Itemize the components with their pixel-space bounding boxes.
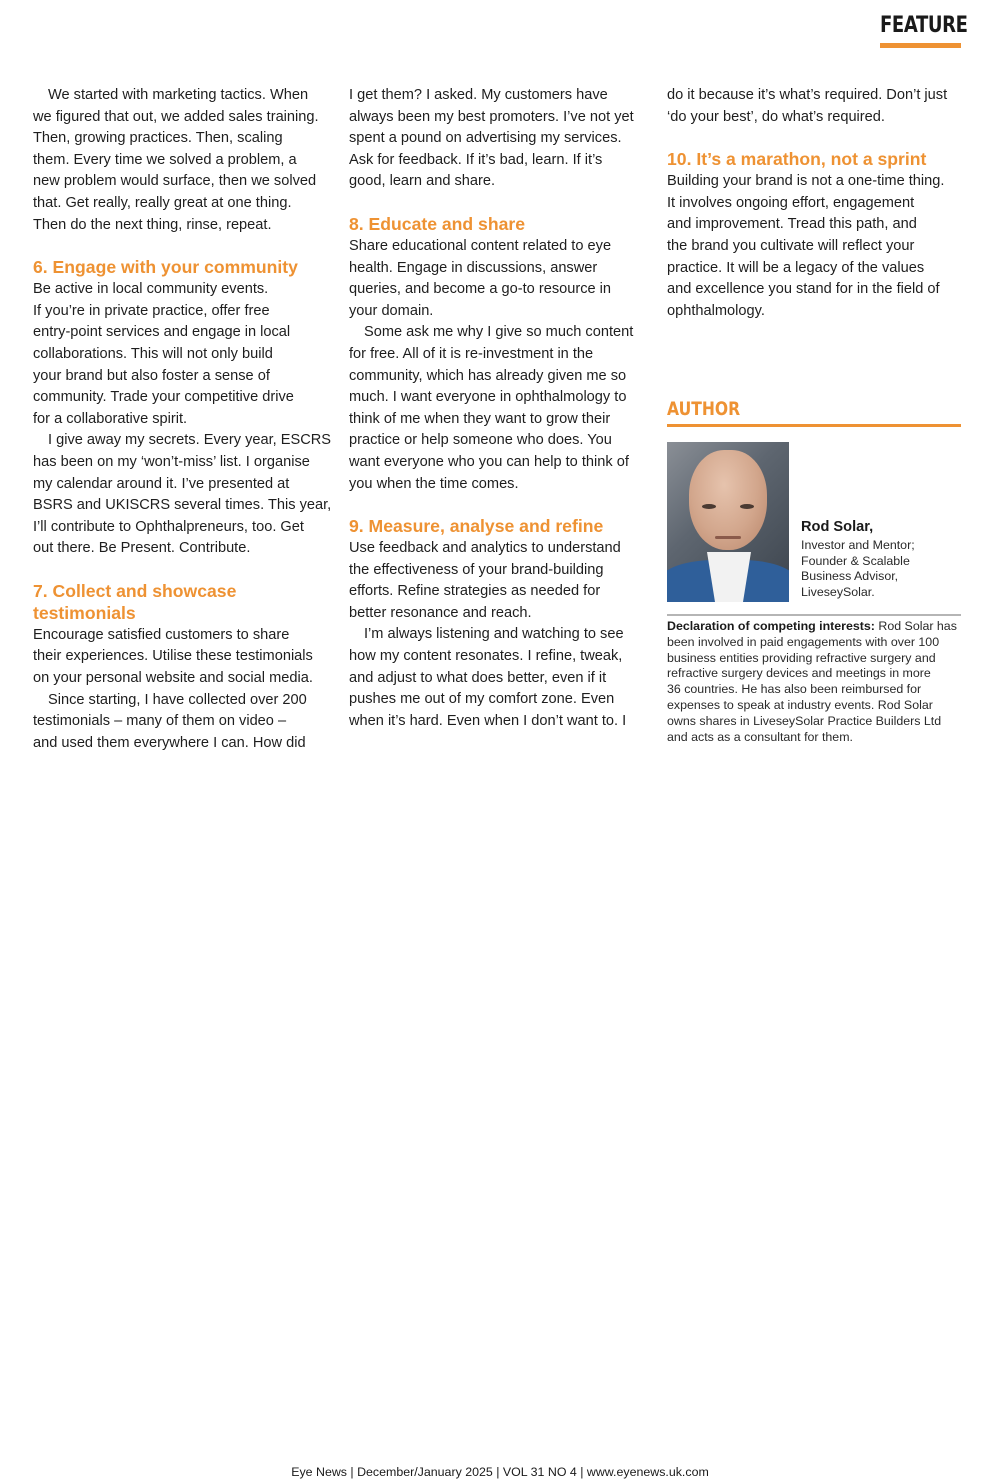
author-title-rule xyxy=(667,424,961,427)
paragraph-6b: I give away my secrets. Every year, ESCRS has been on my ‘won’t-miss’ list. I organise my calendar around it. I’ve presented at BSRS and UKISCRS several times. This year, I’ll contribute to Ophthalpreneurs, too. Get out there. Be Present. Contribute. xyxy=(33,432,332,557)
section-tag-underline xyxy=(880,43,961,48)
author-section-title: AUTHOR xyxy=(667,398,741,420)
author-photo xyxy=(667,442,789,602)
section-tag-label: FEATURE xyxy=(880,13,968,38)
page-footer: Eye News | December/January 2025 | VOL 31 NO 4 | www.eyenews.uk.com xyxy=(291,1465,709,1479)
paragraph-6a: Be active in local community events. If you’re in private practice, offer free entry-point services and engage in local collaborations. This will not only build your brand but also foster a sense of community. Trade your competitive drive for a collaborative spirit. xyxy=(33,281,294,427)
author-name: Rod Solar, xyxy=(801,519,874,535)
author-profile xyxy=(667,442,961,602)
heading-section-10: 10. It’s a marathon, not a sprint xyxy=(667,149,927,170)
article-column-2 xyxy=(349,85,645,732)
heading-section-9: 9. Measure, analyse and refine xyxy=(349,516,604,537)
competing-interests-declaration: Declaration of competing interests: Rod Solar has been involved in paid engagements with over 100 business entities providing refractive surgery and refractive surgery devices and meetings in more 36 countries. He has also been reimbursed for expenses to speak at industry events. Rod Solar owns shares in LiveseySolar Practice Builders Ltd and acts as a consultant for them. xyxy=(667,619,957,744)
author-box xyxy=(667,398,961,745)
paragraph-9a: Use feedback and analytics to understand the effectiveness of your brand-building efforts. Refine strategies as needed for better resonance and reach. xyxy=(349,540,621,621)
paragraph-8b: Some ask me why I give so much content for free. All of it is re-investment in the community, which has already given me so much. I want everyone in ophthalmology to think of me when they want to grow their practice or help someone who does. You want everyone who you can help to think of you when the time comes. xyxy=(349,324,634,492)
section-tag xyxy=(880,12,968,48)
declaration-divider xyxy=(667,614,961,616)
paragraph-9c: do it because it’s what’s required. Don’t just ‘do your best’, do what’s required. xyxy=(667,87,948,125)
heading-section-7: 7. Collect and showcase testimonials xyxy=(33,580,237,623)
author-info xyxy=(801,518,915,602)
heading-section-6: 6. Engage with your community xyxy=(33,257,298,278)
paragraph-10: Building your brand is not a one-time thing. It involves ongoing effort, engagement and improvement. Tread this path, and the brand you cultivate will reflect your practice. It will be a legacy of the values and excellence you stand for in the field of ophthalmology. xyxy=(667,173,945,319)
heading-section-8: 8. Educate and share xyxy=(349,213,526,234)
article-column-3 xyxy=(667,85,963,322)
declaration-label: Declaration of competing interests: xyxy=(667,619,875,633)
author-role: Investor and Mentor; Founder & Scalable Business Advisor, LiveseySolar. xyxy=(801,538,915,599)
paragraph-8a: Share educational content related to eye health. Engage in discussions, answer queries, and become a go-to resource in your domain. xyxy=(349,237,612,319)
paragraph-intro: We started with marketing tactics. When we figured that out, we added sales training. Then, growing practices. Then, scaling them. Every time we solved a problem, a new problem would surface, then we solved that. Get really, really great at one thing. Then do the next thing, rinse, repeat. xyxy=(33,87,319,233)
paragraph-7a: Encourage satisfied customers to share their experiences. Utilise these testimonials on your personal website and social media. xyxy=(33,626,313,687)
paragraph-9b: I’m always listening and watching to see how my content resonates. I refine, tweak, and adjust to what does better, even if it pushes me out of my comfort zone. Even when it’s hard. Even when I don’t want to. I xyxy=(349,626,627,729)
paragraph-7b: Since starting, I have collected over 200 testimonials – many of them on video – and used them everywhere I can. How did xyxy=(33,691,307,751)
paragraph-7c: I get them? I asked. My customers have always been my best promoters. I’ve not yet spent a pound on advertising my services. Ask for feedback. If it’s bad, learn. If it’s good, learn and share. xyxy=(349,87,634,190)
article-column-1 xyxy=(33,85,332,754)
